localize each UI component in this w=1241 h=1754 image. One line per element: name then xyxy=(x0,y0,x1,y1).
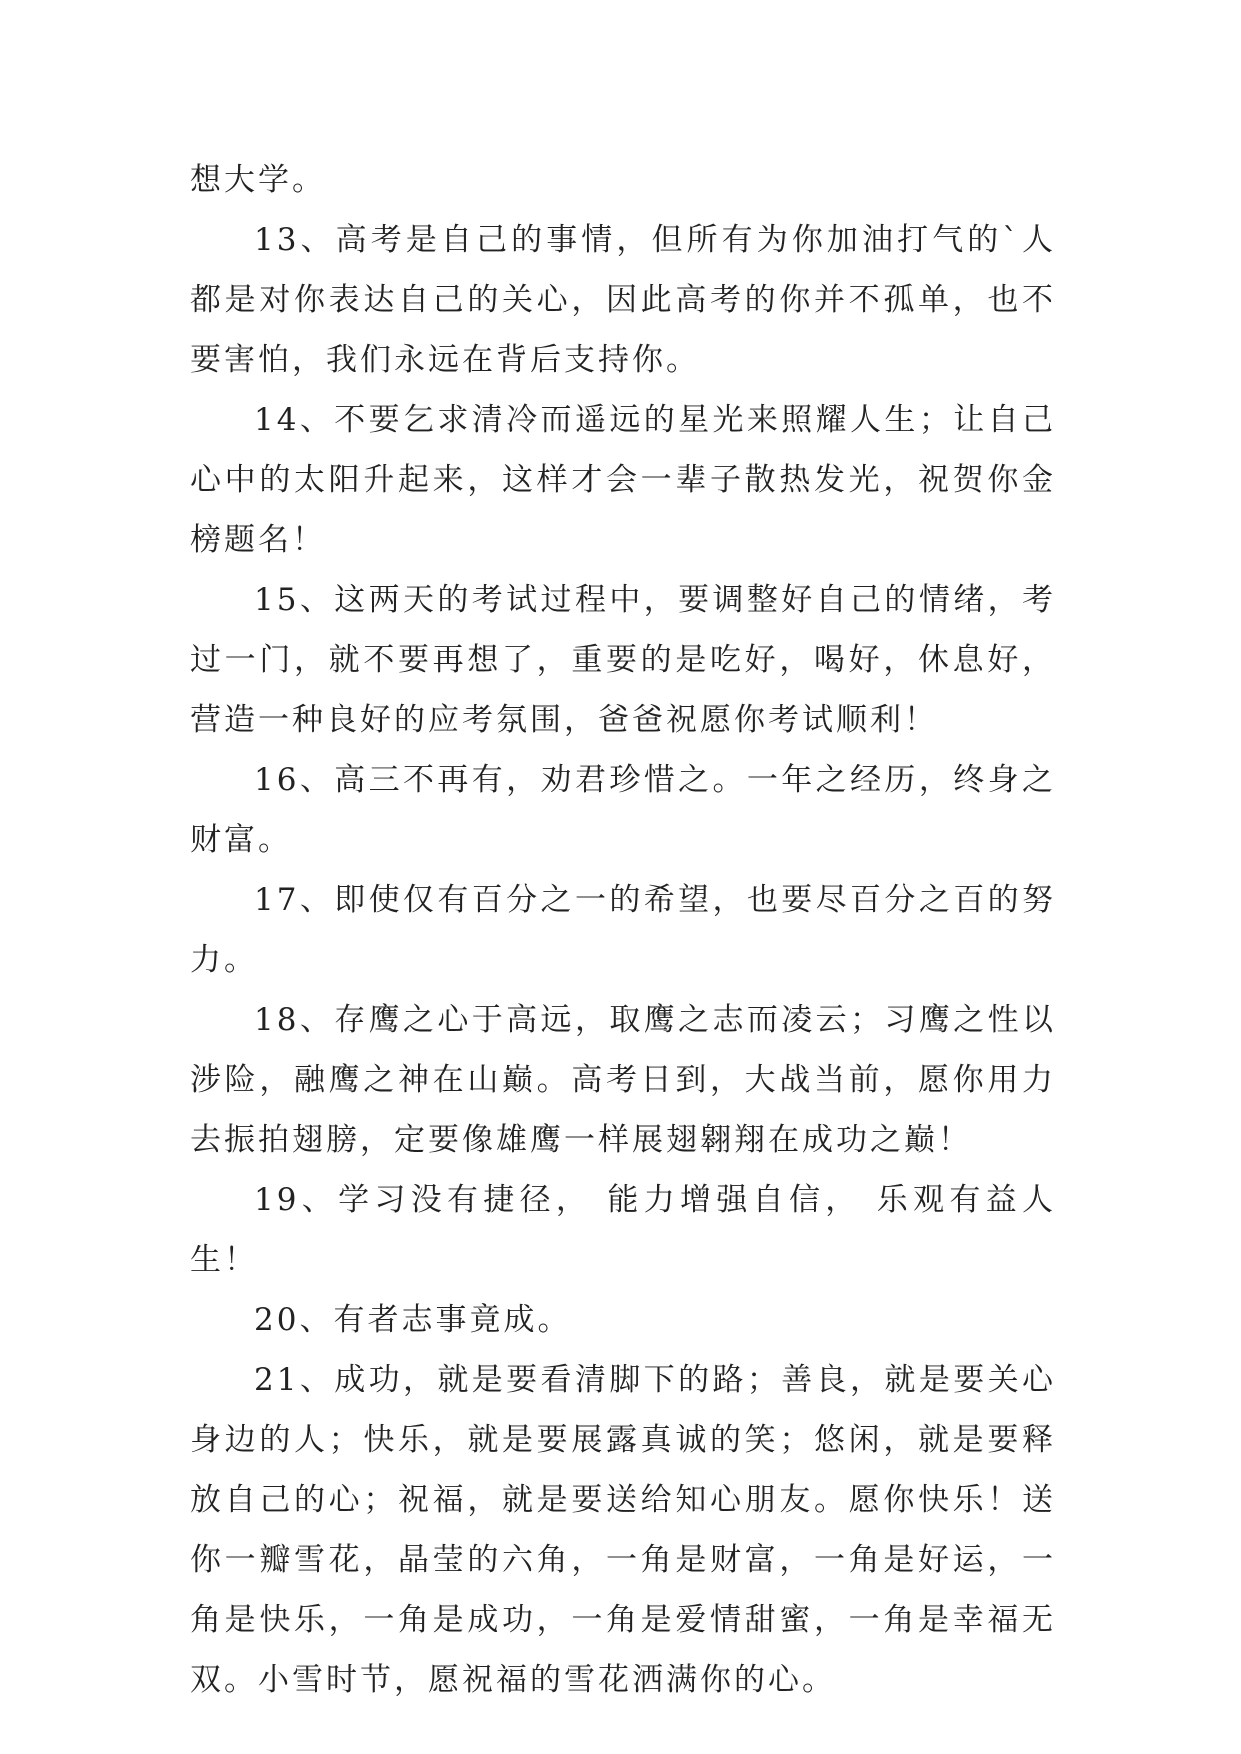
paragraph-16: 16、高三不再有，劝君珍惜之。一年之经历，终身之财富。 xyxy=(190,762,1056,858)
document-body xyxy=(190,150,1056,1710)
paragraph-13: 13、高考是自己的事情，但所有为你加油打气的`人都是对你表达自己的关心，因此高考的你并不孤单，也不要害怕，我们永远在背后支持你。 xyxy=(190,222,1056,378)
paragraph-12-continuation: 想大学。 xyxy=(190,162,326,198)
paragraph-17: 17、即使仅有百分之一的希望，也要尽百分之百的努力。 xyxy=(190,882,1056,978)
paragraph-19: 19、学习没有捷径， 能力增强自信， 乐观有益人生！ xyxy=(190,1182,1056,1278)
paragraph-15: 15、这两天的考试过程中，要调整好自己的情绪，考过一门，就不要再想了，重要的是吃好，喝好，休息好，营造一种良好的应考氛围，爸爸祝愿你考试顺利！ xyxy=(190,582,1056,738)
paragraph-21: 21、成功，就是要看清脚下的路；善良，就是要关心身边的人；快乐，就是要展露真诚的笑；悠闲，就是要释放自己的心；祝福，就是要送给知心朋友。愿你快乐！送你一瓣雪花，晶莹的六角，一角是财富，一角是好运，一角是快乐，一角是成功，一角是爱情甜蜜，一角是幸福无双。小雪时节，愿祝福的雪花洒满你的心。 xyxy=(190,1362,1056,1698)
paragraph-20: 20、有者志事竟成。 xyxy=(254,1302,572,1338)
paragraph-18: 18、存鹰之心于高远，取鹰之志而凌云；习鹰之性以涉险，融鹰之神在山巅。高考日到，大战当前，愿你用力去振拍翅膀，定要像雄鹰一样展翅翱翔在成功之巅！ xyxy=(190,1002,1056,1158)
paragraph-14: 14、不要乞求清冷而遥远的星光来照耀人生；让自己心中的太阳升起来，这样才会一辈子散热发光，祝贺你金榜题名！ xyxy=(190,402,1056,558)
